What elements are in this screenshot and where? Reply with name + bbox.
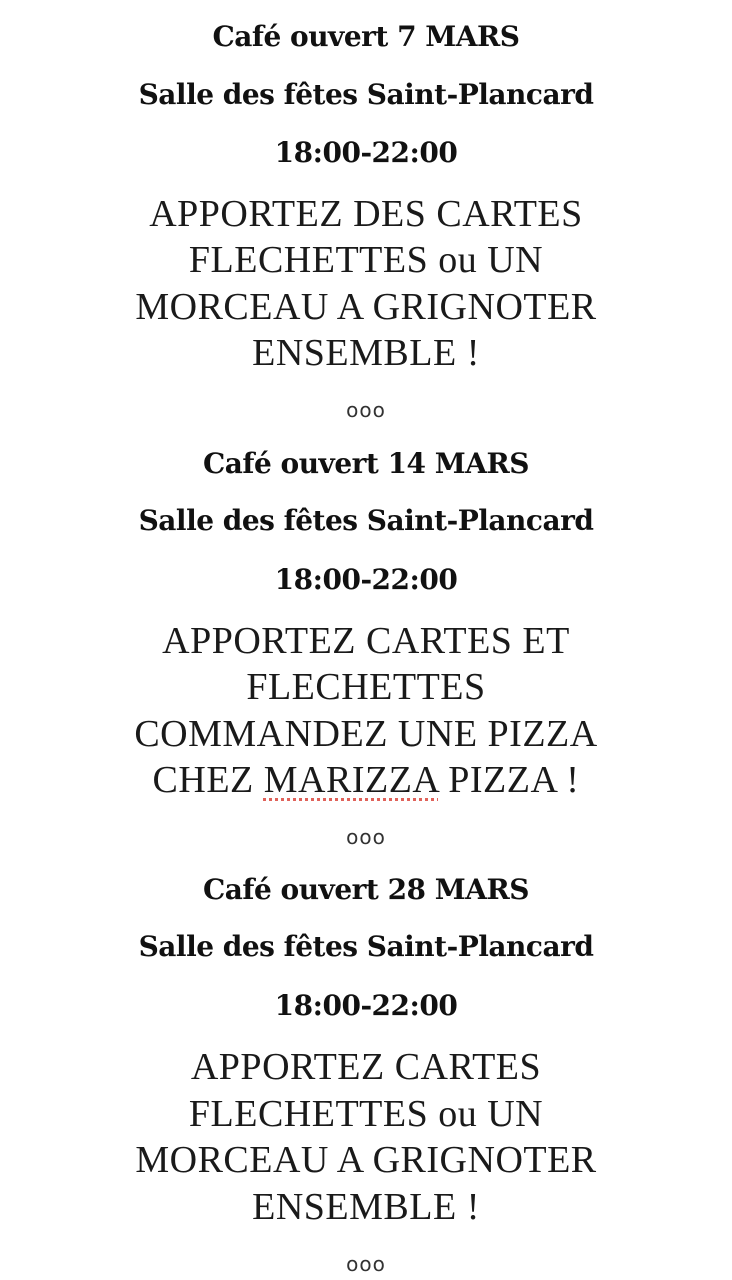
event-venue: Salle des fêtes Saint-Plancard bbox=[138, 78, 594, 111]
event-description-line: APPORTEZ CARTES bbox=[190, 1046, 542, 1088]
section-separator: ooo bbox=[346, 398, 386, 422]
event-venue: Salle des fêtes Saint-Plancard bbox=[138, 930, 594, 963]
event-description-line: APPORTEZ DES CARTES bbox=[149, 193, 583, 235]
section-separator: ooo bbox=[346, 825, 386, 849]
event-title: Café ouvert 14 MARS bbox=[202, 447, 529, 480]
event-hours: 18:00-22:00 bbox=[274, 563, 458, 596]
event-description-line: FLECHETTES bbox=[246, 666, 486, 708]
event-description-line bbox=[0, 757, 732, 803]
event-description-line: APPORTEZ CARTES ET bbox=[162, 620, 570, 662]
event-hours: 18:00-22:00 bbox=[274, 136, 458, 169]
event-description-line: MORCEAU A GRIGNOTER bbox=[135, 286, 597, 328]
event-description-line: FLECHETTES ou UN bbox=[188, 239, 544, 281]
description-text: PIZZA ! bbox=[438, 759, 580, 801]
section-separator: ooo bbox=[346, 1252, 386, 1276]
event-venue: Salle des fêtes Saint-Plancard bbox=[138, 504, 594, 537]
event-title: Café ouvert 7 MARS bbox=[212, 20, 520, 53]
event-hours: 18:00-22:00 bbox=[274, 989, 458, 1022]
spellcheck-flagged-word[interactable]: MARIZZA bbox=[263, 759, 439, 801]
description-text: CHEZ bbox=[152, 759, 264, 801]
event-title: Café ouvert 28 MARS bbox=[202, 873, 529, 906]
event-description-line: ENSEMBLE ! bbox=[252, 332, 480, 374]
event-description-line: ENSEMBLE ! bbox=[252, 1186, 480, 1228]
event-description-line: FLECHETTES ou UN bbox=[188, 1093, 544, 1135]
event-description-line: MORCEAU A GRIGNOTER bbox=[135, 1139, 597, 1181]
event-description-line: COMMANDEZ UNE PIZZA bbox=[134, 713, 598, 755]
